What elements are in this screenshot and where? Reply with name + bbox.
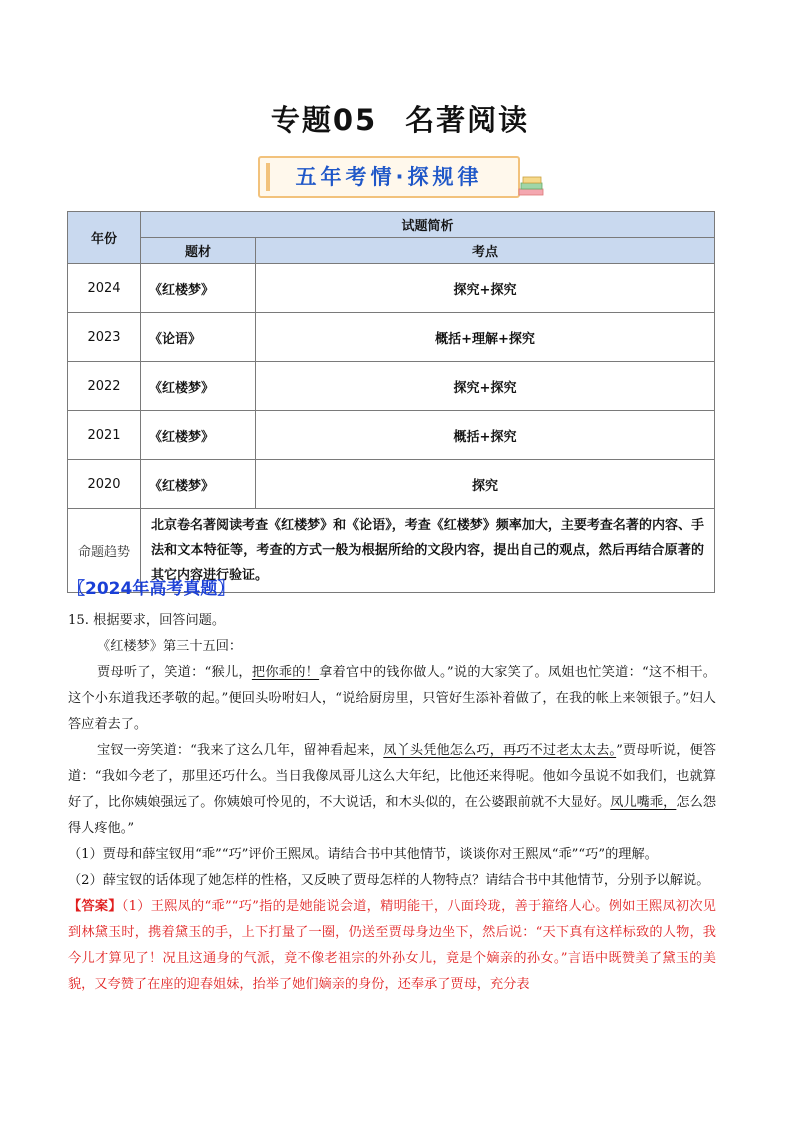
books-icon xyxy=(516,172,546,200)
topic-cell: 《红楼梦》 xyxy=(141,411,256,460)
answer-block xyxy=(68,894,716,998)
passage-text: ”贾母听说，便答道：“我如今老了，那里还巧什么。当日我像凤哥儿这么大年纪，比他还来得呢。他如今虽说不如我们，也就算好了，比你姨娘强远了。你姨娘可怜见的，不大说话，和木头似的，在公婆跟前就不大显好。 xyxy=(68,743,716,810)
section-banner: 五年考情·探规律 xyxy=(258,156,520,198)
topic-cell: 《红楼梦》 xyxy=(141,264,256,313)
topic-cell: 《红楼梦》 xyxy=(141,362,256,411)
sub-question-2: （2）薛宝钗的话体现了她怎样的性格，又反映了贾母怎样的人物特点？请结合书中其他情节，分别予以解说。 xyxy=(68,873,710,888)
trend-label: 命题趋势 xyxy=(68,509,141,593)
table-row xyxy=(68,411,715,460)
year-cell: 2022 xyxy=(68,362,141,411)
year-header: 年份 xyxy=(68,212,141,264)
topic-cell: 《红楼梦》 xyxy=(141,460,256,509)
kp-cell: 概括+探究 xyxy=(256,411,715,460)
topic-header: 题材 xyxy=(141,238,256,264)
exam-table xyxy=(67,211,715,593)
passage-text: 怎么怨得人疼他。” xyxy=(68,795,717,836)
table-row xyxy=(68,313,715,362)
analysis-header: 试题简析 xyxy=(141,212,715,238)
passage-text: 宝钗一旁笑道：“我来了这么几年，留神看起来， xyxy=(97,743,384,758)
answer-tag: 【答案】 xyxy=(68,899,122,914)
section-title: 〖2024年高考真题〗 xyxy=(68,579,235,599)
year-cell: 2024 xyxy=(68,264,141,313)
underlined-text: 凤丫头凭他怎么巧，再巧不过老太太去。 xyxy=(383,743,617,758)
underlined-text: 把你乖的！ xyxy=(251,665,320,680)
underlined-text: 凤儿嘴乖， xyxy=(610,795,677,810)
kp-cell: 探究+探究 xyxy=(256,362,715,411)
title-part2: 名著阅读 xyxy=(405,103,530,137)
sub-question-1: （1）贾母和薛宝钗用“乖”“巧”评价王熙凤。请结合书中其他情节，谈谈你对王熙凤“乖”“巧”的理解。 xyxy=(68,847,658,862)
answer-text: （1）王熙凤的“乖”“巧”指的是她能说会道，精明能干，八面玲珑，善于箍络人心。例如王熙凤初次见到林黛玉时，携着黛玉的手，上下打量了一圈，仍送至贾母身边坐下，然后说：“天下真有这样标致的人物，我今儿才算见了！况且这通身的气派，竟不像老祖宗的外孙女儿，竟是个嫡亲的孙女。”言语中既赞美了黛玉的美貌，又夸赞了在座的迎春姐妹，抬举了她们嫡亲的身份，还奉承了贾母，充分表 xyxy=(68,899,716,992)
kp-cell: 探究+探究 xyxy=(256,264,715,313)
table-row xyxy=(68,362,715,411)
title-part1: 专题05 xyxy=(270,103,378,137)
passage-paragraph-2 xyxy=(68,738,716,842)
year-cell: 2023 xyxy=(68,313,141,362)
year-cell: 2021 xyxy=(68,411,141,460)
page-title xyxy=(0,98,800,139)
passage-paragraph-1 xyxy=(68,660,716,738)
trend-text: 北京卷名著阅读考查《红楼梦》和《论语》，考查《红楼梦》频率加大，主要考查名著的内容、手法和文本特征等，考查的方式一般为根据所给的文段内容，提出自己的观点，然后再结合原著的其它内容进行验证。 xyxy=(141,509,715,593)
kp-cell: 探究 xyxy=(256,460,715,509)
topic-cell: 《论语》 xyxy=(141,313,256,362)
passage-text: 贾母听了，笑道：“猴儿， xyxy=(97,665,252,680)
table-row xyxy=(68,460,715,509)
question-content xyxy=(68,608,716,998)
question-stem: 15. 根据要求，回答问题。 xyxy=(68,613,226,628)
question-source: 《红楼梦》第三十五回： xyxy=(97,639,243,654)
table-row xyxy=(68,264,715,313)
kp-cell: 概括+理解+探究 xyxy=(256,313,715,362)
kp-header: 考点 xyxy=(256,238,715,264)
year-cell: 2020 xyxy=(68,460,141,509)
passage-text: 拿着官中的钱你做人。”说的大家笑了。凤姐也忙笑道：“这不相干。这个小东道我还孝敬的起。”便回头吩咐妇人，“说给厨房里，只管好生添补着做了，在我的帐上来领银子。”妇人答应着去了。 xyxy=(68,665,716,732)
